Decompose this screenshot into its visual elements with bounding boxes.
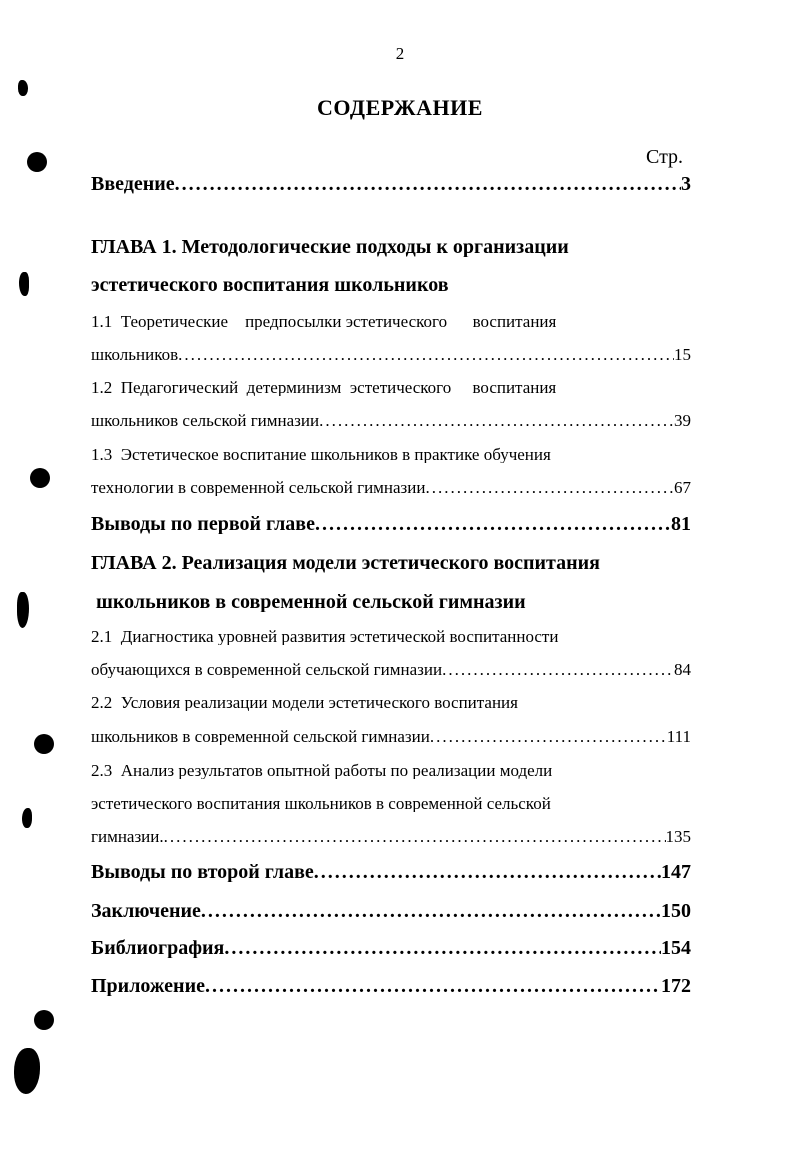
page-title: СОДЕРЖАНИЕ [317, 95, 483, 120]
margin-mark-5 [14, 1048, 40, 1094]
toc-entry-1-1[interactable]: 1.1 Теоретические предпосылки эстетического воспитания [91, 313, 557, 330]
margin-mark-1 [18, 80, 28, 96]
chapter-1-title-cont: эстетического воспитания школьников [91, 275, 449, 295]
page-number: 2 [395, 44, 405, 63]
chapter-1-title[interactable]: ГЛАВА 1. Методологические подходы к организации [91, 237, 569, 257]
page-column-label: Стр. [646, 146, 684, 168]
toc-entry-2-3-cont2: гимназии. ..... 135 [91, 828, 691, 845]
margin-mark-4 [22, 808, 32, 828]
toc-entry-introduction[interactable]: Введение ..... 3 [91, 174, 691, 194]
toc-entry-2-2[interactable]: 2.2 Условия реализации модели эстетического воспитания [91, 694, 518, 711]
toc-entry-2-1-cont: обучающихся в современной сельской гимназии ..... 84 [91, 661, 691, 678]
toc-entry-1-2-cont: школьников сельской гимназии ..... 39 [91, 412, 691, 429]
binding-hole-2 [30, 468, 50, 488]
toc-entry-chapter-1-conclusions[interactable]: Выводы по первой главе ..... 81 [91, 514, 691, 534]
binding-hole-4 [34, 1010, 54, 1030]
toc-entry-conclusion[interactable]: Заключение ..... 150 [91, 901, 691, 921]
toc-entry-2-3-cont: эстетического воспитания школьников в современной сельской [91, 795, 551, 812]
toc-entry-1-3-cont: технологии в современной сельской гимназии ..... 67 [91, 479, 691, 496]
margin-mark-3 [17, 592, 29, 628]
binding-hole-3 [34, 734, 54, 754]
toc-entry-chapter-2-conclusions[interactable]: Выводы по второй главе ..... 147 [91, 862, 691, 882]
toc-entry-2-3[interactable]: 2.3 Анализ результатов опытной работы по реализации модели [91, 762, 553, 779]
toc-entry-appendix[interactable]: Приложение ..... 172 [91, 976, 691, 996]
toc-entry-1-3[interactable]: 1.3 Эстетическое воспитание школьников в практике обучения [91, 446, 551, 463]
chapter-2-title-cont: школьников в современной сельской гимназии [91, 592, 526, 612]
toc-entry-2-2-cont: школьников в современной сельской гимназии ..... 111 [91, 728, 691, 745]
toc-entry-1-2[interactable]: 1.2 Педагогический детерминизм эстетического воспитания [91, 379, 557, 396]
toc-entry-1-1-cont: школьников ..... 15 [91, 346, 691, 363]
chapter-2-title[interactable]: ГЛАВА 2. Реализация модели эстетического воспитания [91, 553, 600, 573]
toc-entry-bibliography[interactable]: Библиография ..... 154 [91, 938, 691, 958]
binding-hole-1 [27, 152, 47, 172]
toc-entry-2-1[interactable]: 2.1 Диагностика уровней развития эстетической воспитанности [91, 628, 559, 645]
margin-mark-2 [19, 272, 29, 296]
